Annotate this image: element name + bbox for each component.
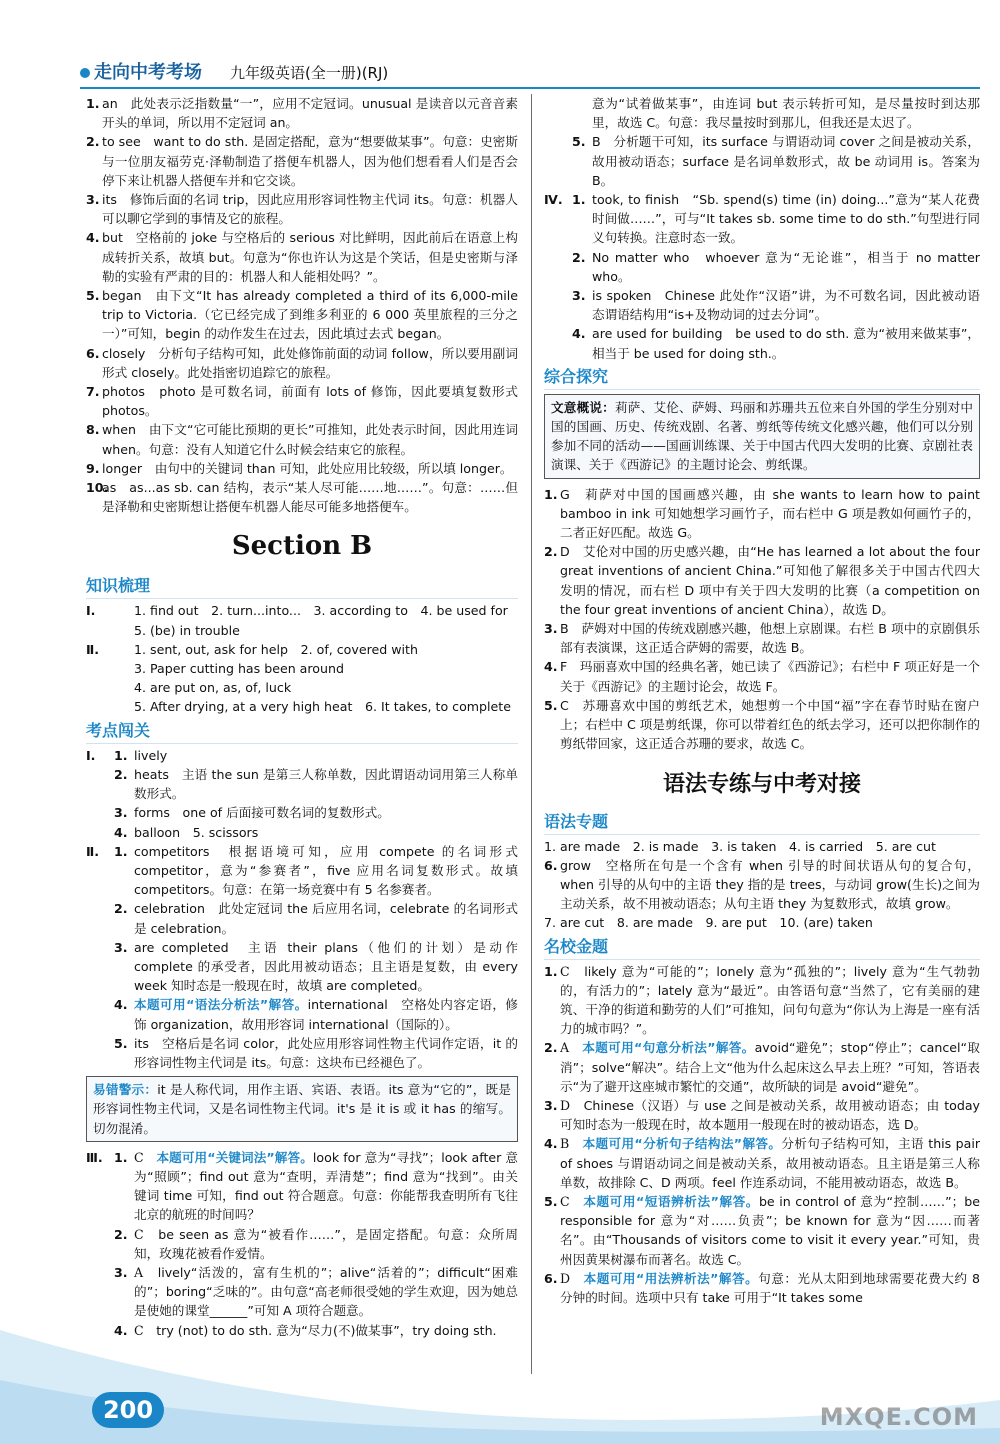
roman-number: Ⅱ. xyxy=(86,641,100,657)
item-answer: C xyxy=(560,963,585,979)
item-text: international xyxy=(307,997,402,1013)
answer-item xyxy=(86,478,518,516)
answer-item xyxy=(544,696,980,754)
item-number: 9. xyxy=(86,460,100,476)
item-number: 5. xyxy=(114,1035,128,1051)
answer-line: 5. After drying, at a very high heat 6. It takes, to complete xyxy=(134,699,511,715)
item-number: 4. xyxy=(544,1136,558,1152)
item-text: D 艾伦对中国的历史感兴趣，由“He has learned a lot about the four great inventions of ancient China.”可知他了解很多关于中国古代四大发明的情况，而右栏 D 项中有关于四大发明的比赛（a competition on the four great inventions of ancient China），故选 D。 xyxy=(560,544,980,617)
sub-item xyxy=(572,248,980,286)
item-answer: C xyxy=(134,1149,157,1165)
item-text: as as...as sb. can 结构，表示“某人尽可能……地……”。句意：……但是泽勒和史密斯想让搭便车机器人能尽可能多地搭便车。 xyxy=(102,480,518,515)
item-number: 3. xyxy=(114,1264,128,1280)
item-number: 7. xyxy=(86,384,100,400)
item-text: grow 空格所在句是一个含有 when 引导的时间状语从句的复合句，when 引导的从句中的主语 they 指的是 trees，与动词 grow(生长)之间为主动关系，故不用被动语态；从句主语 they 为复数形式，故填 grow。 xyxy=(560,857,980,912)
answer-line: 1. sent, out, ask for help 2. of, covered with xyxy=(134,641,418,657)
answer-item xyxy=(544,1096,980,1134)
roman-block xyxy=(86,640,518,717)
item-number: 4. xyxy=(572,326,586,342)
zhishi-shuli-heading: 知识梳理 xyxy=(86,574,518,599)
answer-item xyxy=(544,1038,980,1096)
sub-item xyxy=(114,938,518,996)
item-text: 意为“试着做某事”，由连词 but 表示转折可知，是尽量按时到达那里，故选 C。句意：我尽量按时到那儿，但我还是太迟了。 xyxy=(592,96,980,131)
item-text: are used for building be used to do sth. 意为“被用来做某事”，相当于 be used for doing sth.。 xyxy=(592,326,980,361)
item-number: 5. xyxy=(572,134,586,150)
method-hint: 本题可用“语法分析法”解答。 xyxy=(134,997,308,1013)
answer-item xyxy=(86,420,518,458)
item-text: is spoken Chinese 此处作“汉语”讲，为不可数名词，因此被动语态谓语结构用“is+及物动词的过去分词”。 xyxy=(592,288,980,323)
kaodian-chuangguan-heading: 考点闯关 xyxy=(86,719,518,744)
item-text: Chinese（汉语）与 use 之间是被动关系，故用被动语态；由 today 可知时态为一般现在时，故本题用一般现在时的被动语态，选 D。 xyxy=(560,1097,981,1133)
method-hint: 本题可用“分析句子结构法”解答。 xyxy=(582,1136,782,1152)
sub-item xyxy=(114,1148,518,1225)
item-number: 1. xyxy=(86,96,100,111)
sub-item xyxy=(114,995,518,1033)
item-number: 2. xyxy=(114,1226,128,1242)
error-warning-label: 易错警示： xyxy=(93,1082,158,1098)
right-column xyxy=(544,94,980,1307)
item-number: 2. xyxy=(114,901,128,917)
zhishi-shuli-block xyxy=(86,601,518,716)
roman-number: Ⅰ. xyxy=(86,747,96,763)
item-number: 1. xyxy=(114,747,128,763)
item-number: 2. xyxy=(544,544,558,560)
item-number: 2. xyxy=(572,249,586,265)
summary-box xyxy=(544,394,980,479)
item-number: 6. xyxy=(86,345,100,361)
roman-block xyxy=(544,190,980,363)
kaodian-part-2 xyxy=(86,842,518,1072)
item-number: 3. xyxy=(114,805,128,821)
item-text: be seen as 意为“被看作……”，是固定搭配。句意：众所周知，玫瑰花被看作爱情。 xyxy=(134,1226,518,1261)
item-text: B 萨姆对中国的传统戏剧感兴趣，他想上京剧课。右栏 B 项中的京剧俱乐部有表演课，这正适合萨姆的需要，故选 B。 xyxy=(560,621,980,656)
roman-block xyxy=(86,746,518,842)
answer-item xyxy=(86,286,518,344)
item-text: lively“活泼的，富有生机的”；alive“活着的”；difficult“困难的”；boring“乏味的”。由句意“高老师很受她的学生欢迎，因为她总是使她的课堂______”可知 A 项符合题意。 xyxy=(134,1264,518,1319)
item-number: 6. xyxy=(544,1270,558,1286)
sub-item xyxy=(114,842,518,900)
item-answer: A xyxy=(560,1040,583,1056)
page-header xyxy=(80,60,960,88)
item-text: longer 由句中的关键词 than 可知，此处应用比较级，所以填 longer。 xyxy=(102,460,513,476)
item-text: likely 意为“可能的”；lonely 意为“孤独的”；lively 意为“生气勃勃的，有活力的”；lately 意为“最近”。由答语句意“当然了，它有美丽的建筑、干净的街道和勤劳的人们”可推知，问句句意为“你认为上海是一座有活力的城市吗？”。 xyxy=(560,963,980,1037)
item-text: when 由下文“它可能比预期的更长”可推知，此处表示时间，因此用连词 when。句意：没有人知道它什么时候会结束它的旅程。 xyxy=(102,422,518,457)
answer-item xyxy=(544,619,980,657)
answer-item xyxy=(544,542,980,619)
item-text: 7. are cut 8. are made 9. are put 10. (are) taken xyxy=(544,915,873,931)
item-text: to see want to do sth. 是固定搭配，意为“想要做某事”。句意：史密斯与一位朋友福劳克·泽勒制造了搭便车机器人，因为他们想看看人们是否会停下来让机器人搭便车并和它交谈。 xyxy=(102,134,518,188)
item-text: an 此处表示泛指数量“一”，应用不定冠词。unusual 是读音以元音音素开头的单词，所以用不定冠词 an。 xyxy=(102,96,518,131)
sub-item xyxy=(114,803,518,822)
roman-number: Ⅰ. xyxy=(86,603,96,619)
error-warning-box xyxy=(86,1076,518,1142)
item-number: 5. xyxy=(544,697,558,713)
item-text: avoid“避免”；stop“停止”；cancel“取消”；solve“解决”。结合上文“他为什么起床这么早去上班？”可知，答语表示“为了避开这座城市繁忙的交通”，故所缺的词是 avoid“避免”。 xyxy=(560,1040,980,1094)
item-text: lively xyxy=(134,747,168,763)
item-text: its 修饰后面的名词 trip，因此应用形容词性物主代词 its。句意：机器人可以聊它学到的事情及它的旅程。 xyxy=(102,192,518,227)
answer-line: 4. are put on, as, of, luck xyxy=(134,680,292,696)
item-text: be in control of 意为“控制……”；be responsible for 意为“对……负责”；be known for 意为“因……而著名”。由“Thousands of visitors come to visit it every year.”可知，贵州因黄果树瀑布而著名。故选 C。 xyxy=(560,1193,980,1267)
roman-number: Ⅲ. xyxy=(86,1149,103,1165)
item-number: 4. xyxy=(86,230,100,246)
continued-item xyxy=(544,94,980,132)
item-text: 分析句子结构可知，主语 this pair of shoes 与谓语动词之间是被动关系，故用被动语态。且主语是第三人称单数，故排除 C、D 两项。feel 作连系动词，不能用被动语态，故选 B。 xyxy=(560,1136,980,1190)
item-text: 1. are made 2. is made 3. is taken 4. is carried 5. are cut xyxy=(544,838,936,854)
item-text: its 空格后是名词 color，此处应用形容词性物主代词作定语，it 的形容词性物主代词是 its。句意：这块布已经褪色了。 xyxy=(134,1035,518,1070)
item-number: 2. xyxy=(114,766,128,782)
item-number: 2. xyxy=(544,1040,558,1056)
item-text: heats 主语 the sun 是第三人称单数，因此谓语动词用第三人称单数形式。 xyxy=(134,766,518,802)
item-text: forms one of 后面接可数名词的复数形式。 xyxy=(134,805,390,821)
item-text: try (not) to do sth. 意为“尽力(不)做某事”，try doing sth. xyxy=(156,1322,497,1338)
method-hint: 本题可用“关键词法”解答。 xyxy=(156,1149,313,1165)
item-answer: C xyxy=(560,1193,584,1209)
zonghe-tanjiu-heading: 综合探究 xyxy=(544,365,980,390)
method-hint: 本题可用“句意分析法”解答。 xyxy=(582,1040,755,1056)
item-number: 5. xyxy=(86,288,100,304)
famous-school-heading: 名校金题 xyxy=(544,935,980,960)
item-number: 3. xyxy=(114,939,128,955)
item-text: began 由下文“It has already completed a third of its 6,000-mile trip to Victoria.（它已经完成了到维多利亚的 6 000 英里旅程的三分之一）”可知，begin 的动作发生在过去，因此填过去式 began。 xyxy=(102,288,518,342)
item-number: 1. xyxy=(114,843,128,859)
answer-line: 3. Paper cutting has been around xyxy=(134,661,344,677)
item-text: balloon 5. scissors xyxy=(134,824,259,840)
item-number: 1. xyxy=(544,486,558,502)
header-rule xyxy=(80,87,980,89)
page-number: 200 xyxy=(92,1392,164,1428)
item-number: 10. xyxy=(86,480,109,496)
item-answer: D xyxy=(560,1097,584,1113)
item-number: 3. xyxy=(544,1097,558,1113)
roman-number: Ⅳ. xyxy=(544,192,563,208)
item-text: B 分析题干可知，its surface 与谓语动词 cover 之间是被动关系，故用被动语态；surface 是名词单数形式，故 be 动词用 is。答案为 B。 xyxy=(592,134,980,188)
sub-item xyxy=(114,746,518,765)
item-text-after: 空格处内容定语，修饰 organization，故用形容词 international（国际的）。 xyxy=(134,997,518,1032)
item-number: 4. xyxy=(114,1322,128,1338)
summary-text: 莉萨、艾伦、萨姆、玛丽和苏珊共五位来自外国的学生分别对中国的国画、历史、传统戏剧、名著、剪纸等传统文化感兴趣，他们可以分别参加不同的活动——国画训练课、关于中国古代四大发明的比赛、京剧社表演课、关于《西游记》的主题讨论会、剪纸课。 xyxy=(551,399,974,473)
roman-number: Ⅱ. xyxy=(86,843,100,859)
summary-label: 文意概说： xyxy=(551,399,615,415)
grammar-section-title: 语法专练与中考对接 xyxy=(662,771,861,797)
item-answer: D xyxy=(560,1270,584,1286)
item-text: celebration 此处定冠词 the 后应用名词，celebrate 的名词形式是 celebration。 xyxy=(134,901,518,936)
answer-item xyxy=(544,837,980,856)
item-number: 3. xyxy=(544,621,558,637)
answer-item xyxy=(544,1192,980,1269)
sub-item xyxy=(114,765,518,803)
item-text: closely 分析句子结构可知，此处修饰前面的动词 follow，所以要用副词形式 closely。此处指密切追踪它的旅程。 xyxy=(102,345,518,380)
answer-item xyxy=(86,190,518,228)
roman-block xyxy=(86,601,518,639)
error-warning-text: it 是人称代词，用作主语、宾语、表语。its 意为“它的”，既是形容词性物主代词，又是名词性物主代词。it's 是 it is 或 it has 的缩写。切勿混淆。 xyxy=(93,1082,511,1136)
sub-item xyxy=(114,823,518,842)
famous-school-answers xyxy=(544,962,980,1308)
item-number: 2. xyxy=(86,134,100,150)
sub-item xyxy=(572,324,980,362)
sub-item xyxy=(572,190,980,248)
sub-item xyxy=(572,286,980,324)
item-number: 6. xyxy=(544,857,558,873)
item-text: G 莉萨对中国的国画感兴趣，由 she wants to learn how to paint bamboo in ink 可知她想学习画竹子，而右栏中 G 项是教如何画竹子的，二者正好匹配。故选 G。 xyxy=(560,486,980,541)
roman-block xyxy=(86,842,518,1072)
answer-item xyxy=(86,94,518,132)
answer-item xyxy=(544,962,980,1039)
section-a-answers xyxy=(86,94,518,516)
sub-item xyxy=(114,1034,518,1072)
answer-item xyxy=(544,657,980,695)
item-text: are completed 主语 their plans（他们的计划）是动作 complete 的承受者，因此用被动语态；且主语是复数，由 every week 知时态是一般现在时，故填 are completed。 xyxy=(134,939,518,994)
method-hint: 本题可用“短语辨析法”解答。 xyxy=(583,1193,759,1209)
item-number: 1. xyxy=(572,192,586,208)
watermark: MXQE.COM xyxy=(819,1403,978,1431)
column-divider xyxy=(531,94,532,1374)
item-text: 句意：光从太阳到地球需要花费大约 8 分钟的时间。选项中只有 take 可用于“It takes some xyxy=(560,1270,980,1305)
item-number: 8. xyxy=(86,422,100,438)
zonghe-answers xyxy=(544,485,980,754)
item-answer: B xyxy=(560,1136,583,1152)
part-4-answers xyxy=(544,190,980,363)
answer-item xyxy=(544,1134,980,1192)
item-text: but 空格前的 joke 与空格后的 serious 对比鲜明，因此前后在语意上构成转折关系，故填 but。句意为“你也许认为这是个笑话，但是史密斯与泽勒的实验有严肃的目的：机器人和人能相处吗？”。 xyxy=(102,230,518,284)
item-text: took, to finish “Sb. spend(s) time (in) doing...”意为“某人花费时间做……”，可与“It takes sb. some time to do sth.”句型进行同义句转换。注意时态一致。 xyxy=(592,192,980,246)
item-number: 1. xyxy=(544,963,558,979)
answer-line: 5. (be) in trouble xyxy=(134,622,240,638)
item-number: 4. xyxy=(114,824,128,840)
answer-item xyxy=(86,459,518,478)
item-number: 5. xyxy=(544,1193,558,1209)
item-text: No matter who whoever 意为“无论谁”，相当于 no matter who。 xyxy=(592,249,980,284)
answer-item xyxy=(544,913,980,932)
item-number: 1. xyxy=(114,1149,128,1165)
answer-item xyxy=(86,382,518,420)
continued-item xyxy=(544,132,980,190)
item-answer: A xyxy=(134,1264,158,1280)
header-dot-icon xyxy=(80,68,90,78)
item-text: F 玛丽喜欢中国的经典名著，她已读了《西游记》；右栏中 F 项正好是一个关于《西游记》的主题讨论会，故选 F。 xyxy=(560,659,980,694)
answer-item xyxy=(544,485,980,543)
item-text: look for 意为“寻找”；look after 意为“照顾”；find out 意为“查明，弄清楚”；find 意为“找到”。由关键词 time 可知，find out 符合题意。句意：你能帮我查明所有飞往北京的航班的时间吗？ xyxy=(134,1149,519,1223)
item-number: 4. xyxy=(544,659,558,675)
continued-answers xyxy=(544,94,980,190)
item-text: photos photo 是可数名词，前面有 lots of 修饰，因此要填复数形式 photos。 xyxy=(102,384,518,419)
grammar-topic-answers xyxy=(544,837,980,933)
item-number: 3. xyxy=(86,192,100,208)
method-hint: 本题可用“用法辨析法”解答。 xyxy=(583,1270,759,1286)
answer-item xyxy=(86,132,518,190)
left-column xyxy=(86,94,518,1340)
kaodian-part-1 xyxy=(86,746,518,842)
item-number: 4. xyxy=(114,997,128,1013)
sub-item xyxy=(114,1225,518,1263)
sub-item xyxy=(114,899,518,937)
answer-item xyxy=(86,344,518,382)
header-brand: 走向中考考场 xyxy=(94,62,202,83)
section-b-title: Section B xyxy=(231,531,373,562)
item-answer: C xyxy=(134,1226,159,1242)
header-book-title: 九年级英语(全一册)(RJ) xyxy=(230,64,389,82)
answer-line: 1. find out 2. turn...into... 3. according to 4. be used for xyxy=(134,603,508,619)
answer-item xyxy=(86,228,518,286)
item-number: 3. xyxy=(572,288,586,304)
grammar-topic-heading: 语法专题 xyxy=(544,810,980,835)
item-answer: C xyxy=(134,1322,157,1338)
answer-item xyxy=(544,856,980,914)
item-text: C 苏珊喜欢中国的剪纸艺术，她想剪一个中国“福”字在春节时贴在窗户上；右栏中 C 项是剪纸课，你可以带着红色的纸去学习，还可以把你制作的剪纸带回家，这正适合苏珊的要求，故选 C。 xyxy=(560,697,980,752)
item-text: competitors 根据语境可知，应用 compete 的名词形式 competitor，意为“参赛者”，five 应用名词复数形式。故填 competitors。句意：在第一场竞赛中有 5 名参赛者。 xyxy=(134,843,518,898)
